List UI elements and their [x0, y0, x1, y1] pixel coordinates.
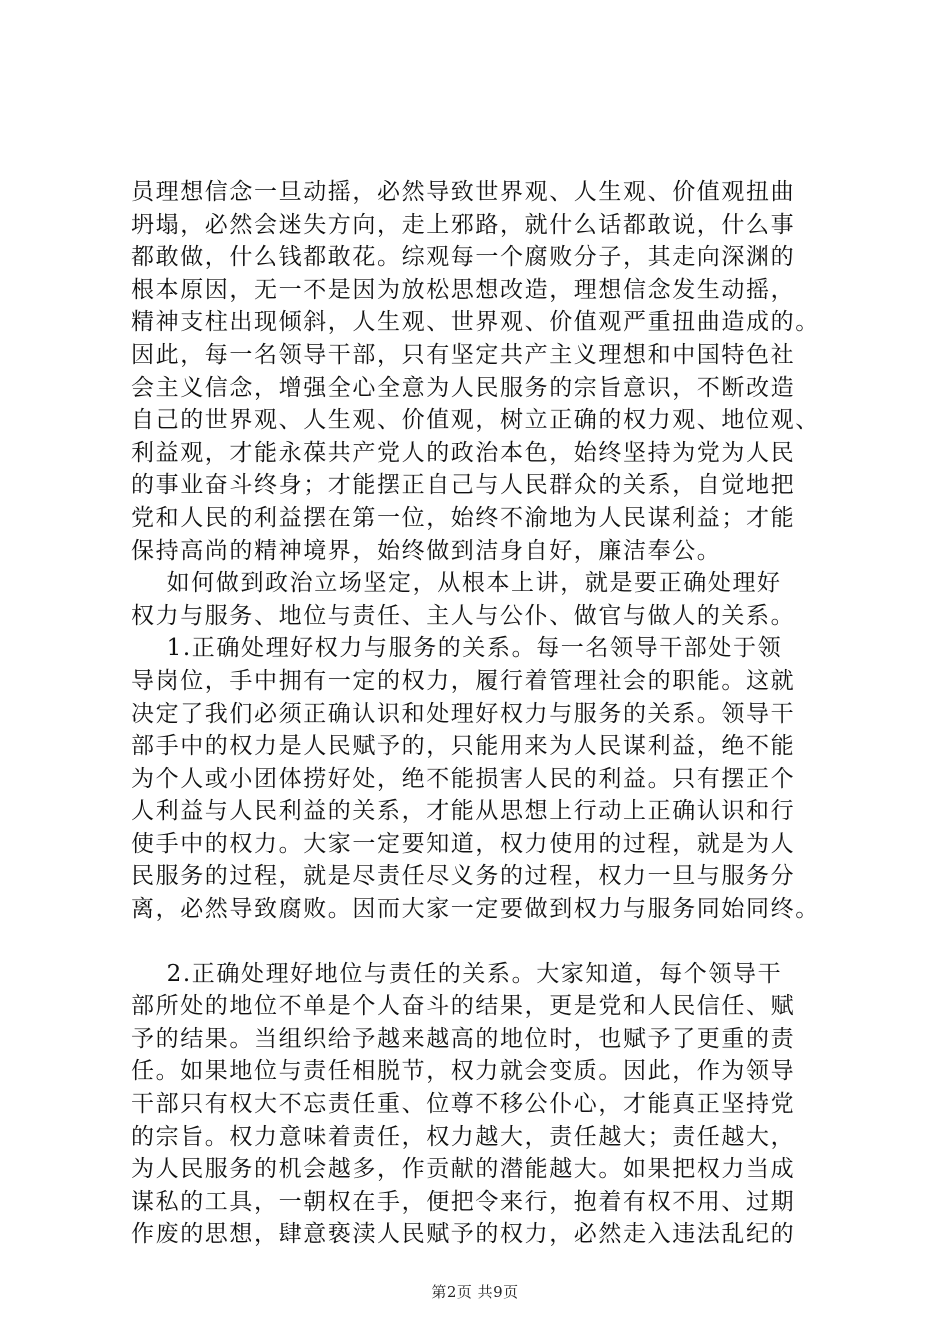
text-line: 如何做到政治立场坚定，从根本上讲，就是要正确处理好	[131, 570, 782, 597]
text-line: 人利益与人民利益的关系，才能从思想上行动上正确认识和行	[131, 798, 796, 825]
text-line: 作废的思想，肆意亵渎人民赋予的权力，必然走入违法乱纪的	[131, 1221, 796, 1248]
text-line: 导岗位，手中拥有一定的权力，履行着管理社会的职能。这就	[131, 667, 796, 694]
text-line: 2.正确处理好地位与责任的关系。大家知道，每个领导干	[131, 960, 783, 987]
text-line: 离，必然导致腐败。因而大家一定要做到权力与服务同始同终。	[131, 896, 820, 923]
text-line: 都敢做，什么钱都敢花。综观每一个腐败分子，其走向深渊的	[131, 244, 796, 271]
text-line: 部手中的权力是人民赋予的，只能用来为人民谋利益，绝不能	[131, 733, 796, 760]
text-line: 1.正确处理好权力与服务的关系。每一名领导干部处于领	[131, 635, 783, 662]
document-body	[131, 176, 851, 1251]
paragraph-position-and-responsibility	[131, 958, 851, 1251]
text-line: 干部只有权大不忘责任重、位尊不移公仆心，才能真正坚持党	[131, 1091, 796, 1118]
text-line: 为人民服务的机会越多，作贡献的潜能越大。如果把权力当成	[131, 1156, 796, 1183]
paragraph-political-stance	[131, 567, 851, 632]
text-line: 决定了我们必须正确认识和处理好权力与服务的关系。领导干	[131, 700, 796, 727]
text-line: 因此，每一名领导干部，只有坚定共产主义理想和中国特色社	[131, 341, 796, 368]
text-line: 予的结果。当组织给予越来越高的地位时，也赋予了更重的责	[131, 1025, 796, 1052]
text-line: 的事业奋斗终身；才能摆正自己与人民群众的关系，自觉地把	[131, 472, 796, 499]
text-line: 根本原因，无一不是因为放松思想改造，理想信念发生动摇，	[131, 276, 796, 303]
text-line: 谋私的工具，一朝权在手，便把令来行，抱着有权不用、过期	[131, 1188, 796, 1215]
paragraph-ideals	[131, 176, 851, 567]
text-line: 的宗旨。权力意味着责任，权力越大，责任越大；责任越大，	[131, 1123, 796, 1150]
text-line: 会主义信念，增强全心全意为人民服务的宗旨意识，不断改造	[131, 374, 796, 401]
text-line: 员理想信念一旦动摇，必然导致世界观、人生观、价值观扭曲	[131, 179, 796, 205]
text-line: 利益观，才能永葆共产党人的政治本色，始终坚持为党为人民	[131, 439, 796, 466]
text-line: 权力与服务、地位与责任、主人与公仆、做官与做人的关系。	[131, 602, 796, 629]
text-line: 使手中的权力。大家一定要知道，权力使用的过程，就是为人	[131, 830, 796, 857]
text-line: 民服务的过程，就是尽责任尽义务的过程，权力一旦与服务分	[131, 863, 796, 890]
paragraph-power-and-service	[131, 632, 851, 925]
page-number-footer: 第2页 共9页	[431, 1283, 519, 1301]
paragraph-spacer	[131, 926, 851, 958]
text-line: 坍塌，必然会迷失方向，走上邪路，就什么话都敢说，什么事	[131, 211, 796, 238]
text-line: 精神支柱出现倾斜，人生观、世界观、价值观严重扭曲造成的。	[131, 309, 820, 336]
text-line: 党和人民的利益摆在第一位，始终不渝地为人民谋利益；才能	[131, 504, 796, 531]
text-line: 自己的世界观、人生观、价值观，树立正确的权力观、地位观、	[131, 407, 820, 434]
text-line: 任。如果地位与责任相脱节，权力就会变质。因此，作为领导	[131, 1058, 796, 1085]
text-line: 部所处的地位不单是个人奋斗的结果，更是党和人民信任、赋	[131, 993, 796, 1020]
text-line: 保持高尚的精神境界，始终做到洁身自好，廉洁奉公。	[131, 537, 722, 564]
text-line: 为个人或小团体捞好处，绝不能损害人民的利益。只有摆正个	[131, 765, 796, 792]
